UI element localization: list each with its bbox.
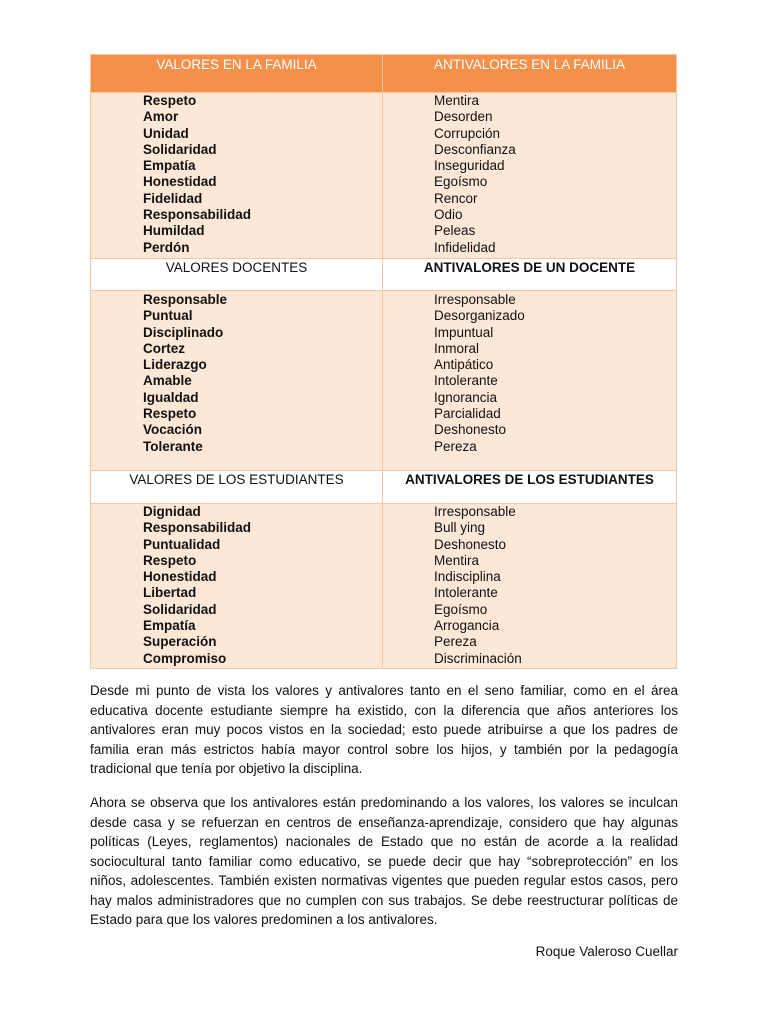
list-item: Deshonesto <box>434 422 507 438</box>
list-item: Humildad <box>143 223 205 239</box>
list-item: Responsable <box>143 292 228 307</box>
list-item: Disciplinado <box>143 324 224 340</box>
list-item: Empatía <box>143 158 196 174</box>
valores-familia-cell <box>91 93 383 259</box>
header-antivalores-estudiantes: ANTIVALORES DE LOS ESTUDIANTES <box>383 471 677 504</box>
list-item: Respeto <box>143 93 197 108</box>
list-item: Respeto <box>143 552 197 568</box>
list-item: Intolerante <box>434 373 498 389</box>
author-signature: Roque Valeroso Cuellar <box>535 944 678 959</box>
list-item: Irresponsable <box>434 292 516 307</box>
list-item: Empatía <box>143 618 196 634</box>
list-item: Pereza <box>434 438 477 454</box>
list-item: Puntualidad <box>143 536 221 552</box>
header-antivalores-docente: ANTIVALORES DE UN DOCENTE <box>383 259 677 291</box>
list-item: Amor <box>143 109 179 125</box>
list-item: Amable <box>143 373 192 389</box>
table-subheader-row <box>91 259 677 291</box>
body-paragraph-2: Ahora se observa que los antivalores están predominando a los valores, los valores se inculcan desde casa y se refuerzan en centros de enseñanza-aprendizaje, considero que hay algunas políticas (Leyes, reglamentos) nacionales de Estado que no están de acorde a la realidad sociocultural tanto familiar como educativo, se puede decir que hay “sobreprotección” en los niños, adolescentes. También existen normativas vigentes que pueden regular estos casos, pero hay malos administradores que no cumplen con sus trabajos. Se debe reestructurar políticas de Estado para que los valores predominen a los antivalores. <box>90 795 678 927</box>
list-item: Discriminación <box>434 650 522 666</box>
list-item: Parcialidad <box>434 406 501 422</box>
values-table <box>90 54 677 669</box>
list-item: Responsabilidad <box>143 520 252 536</box>
antivalores-docente-list <box>383 292 676 455</box>
table-row <box>91 93 677 259</box>
table-header-row <box>91 55 677 93</box>
list-item: Inmoral <box>434 340 480 356</box>
list-item: Compromiso <box>143 650 227 666</box>
valores-familia-list <box>91 93 382 256</box>
valores-docentes-cell <box>91 291 383 471</box>
list-item: Odio <box>434 207 463 223</box>
list-item: Arrogancia <box>434 618 500 634</box>
list-item: Bull ying <box>434 520 486 536</box>
list-item: Mentira <box>434 93 480 108</box>
list-item: Mentira <box>434 552 480 568</box>
list-item: Solidaridad <box>143 601 217 617</box>
valores-estudiantes-list <box>91 504 382 667</box>
list-item: Pereza <box>434 634 477 650</box>
list-item: Impuntual <box>434 324 494 340</box>
list-item: Desorganizado <box>434 308 525 324</box>
list-item: Egoísmo <box>434 174 488 190</box>
antivalores-estudiantes-cell <box>383 504 677 669</box>
list-item: Honestidad <box>143 174 217 190</box>
valores-estudiantes-cell <box>91 504 383 669</box>
header-valores-estudiantes: VALORES DE LOS ESTUDIANTES <box>91 471 383 504</box>
list-item: Irresponsable <box>434 504 516 519</box>
list-item: Responsabilidad <box>143 207 252 223</box>
list-item: Tolerante <box>143 438 203 454</box>
list-item: Dignidad <box>143 504 201 519</box>
list-item: Intolerante <box>434 585 498 601</box>
list-item: Infidelidad <box>434 239 496 255</box>
list-item: Corrupción <box>434 125 501 141</box>
list-item: Peleas <box>434 223 476 239</box>
table-row <box>91 291 677 471</box>
list-item: Antipático <box>434 357 494 373</box>
list-item: Liderazgo <box>143 357 207 373</box>
antivalores-estudiantes-list <box>383 504 676 667</box>
list-item: Egoísmo <box>434 601 488 617</box>
valores-docentes-list <box>91 292 382 455</box>
list-item: Solidaridad <box>143 141 217 157</box>
list-item: Desconfianza <box>434 141 516 157</box>
header-valores-docentes: VALORES DOCENTES <box>91 259 383 291</box>
body-paragraph-1: Desde mi punto de vista los valores y antivalores tanto en el seno familiar, como en el área educativa docente estudiante siempre ha existido, con la diferencia que años anteriores los antivalores eran muy pocos vistos en la sociedad; esto puede atribuirse a que los padres de familia eran más estrictos había mayor control sobre los hijos, y también por la pedagogía tradicional que tenía por objetivo la disciplina. <box>90 683 678 776</box>
list-item: Libertad <box>143 585 197 601</box>
list-item: Rencor <box>434 190 478 206</box>
list-item: Igualdad <box>143 389 199 405</box>
table-row <box>91 504 677 669</box>
header-antivalores-familia: ANTIVALORES EN LA FAMILIA <box>383 55 677 93</box>
list-item: Indisciplina <box>434 569 501 585</box>
antivalores-docente-cell <box>383 291 677 471</box>
list-item: Cortez <box>143 340 186 356</box>
list-item: Respeto <box>143 406 197 422</box>
list-item: Ignorancia <box>434 389 498 405</box>
header-valores-familia: VALORES EN LA FAMILIA <box>91 55 383 93</box>
list-item: Inseguridad <box>434 158 505 174</box>
table-subheader-row <box>91 471 677 504</box>
list-item: Honestidad <box>143 569 217 585</box>
list-item: Unidad <box>143 125 189 141</box>
antivalores-familia-cell <box>383 93 677 259</box>
list-item: Desorden <box>434 109 493 125</box>
antivalores-familia-list <box>383 93 676 256</box>
list-item: Deshonesto <box>434 536 507 552</box>
list-item: Vocación <box>143 422 203 438</box>
list-item: Superación <box>143 634 217 650</box>
list-item: Puntual <box>143 308 193 324</box>
list-item: Perdón <box>143 239 190 255</box>
list-item: Fidelidad <box>143 190 203 206</box>
